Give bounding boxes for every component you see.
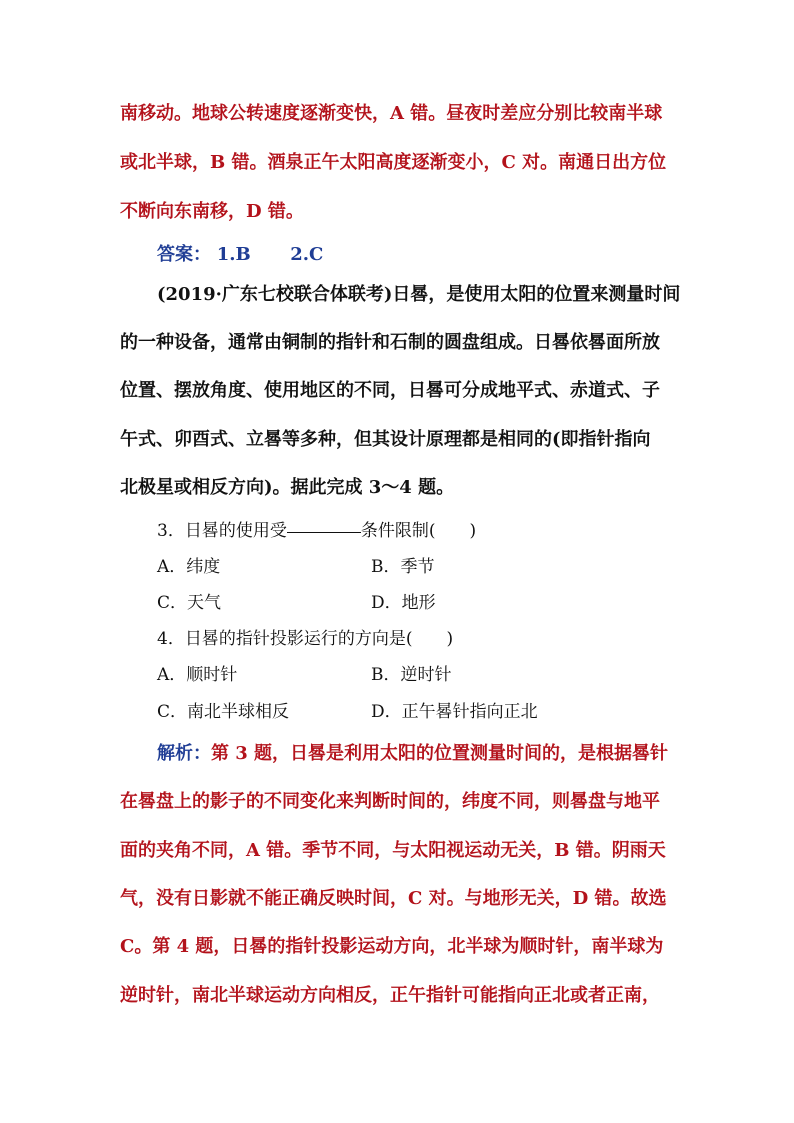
- passage-line-4: 午式、卯酉式、立晷等多种，但其设计原理都是相同的(即指针指向: [120, 429, 651, 450]
- question-3-blank: [287, 532, 361, 533]
- analysis-line-4: 气，没有日影就不能正确反映时间，C 对。与地形无关，D 错。故选: [120, 888, 667, 909]
- question-3-option-b: B．季节: [371, 557, 435, 577]
- analysis-line-2: 在晷盘上的影子的不同变化来判断时间的，纬度不同，则晷盘与地平: [120, 791, 660, 812]
- analysis-label: 解析：: [157, 743, 211, 764]
- answer-value-1: 1.B: [216, 244, 251, 265]
- top-analysis-line-2: 或北半球，B 错。酒泉正午太阳高度逐渐变小，C 对。南通日出方位: [120, 152, 667, 173]
- top-analysis-line-3: 不断向东南移，D 错。: [120, 201, 304, 222]
- question-3: [157, 519, 476, 543]
- question-3-text-before: 日晷的使用受: [184, 521, 287, 541]
- question-3-option-a: A．纬度: [157, 557, 221, 577]
- passage-line-5: 北极星或相反方向)。据此完成 3～4 题。: [120, 477, 455, 498]
- answer-value-2: 2.C: [290, 244, 324, 265]
- question-4: [157, 627, 453, 651]
- question-4-option-b: B．逆时针: [371, 665, 452, 685]
- passage-line-3: 位置、摆放角度、使用地区的不同，日晷可分成地平式、赤道式、子: [120, 380, 660, 401]
- answer-line: [157, 243, 323, 267]
- question-3-text-after: 条件限制( ): [360, 521, 477, 541]
- question-4-option-c: C．南北半球相反: [157, 702, 290, 722]
- analysis-text-1: 第 3 题，日晷是利用太阳的位置测量时间的，是根据晷针: [211, 743, 669, 764]
- question-3-option-d: D．地形: [371, 593, 436, 613]
- question-4-number: 4．: [157, 629, 185, 649]
- analysis-line-1: [157, 742, 668, 766]
- question-3-option-c: C．天气: [157, 593, 222, 613]
- question-4-text: 日晷的指针投影运行的方向是( ): [184, 629, 454, 649]
- top-analysis-line-1: 南移动。地球公转速度逐渐变快，A 错。昼夜时差应分别比较南半球: [120, 103, 663, 124]
- passage-line-2: 的一种设备，通常由铜制的指针和石制的圆盘组成。日晷依晷面所放: [120, 332, 660, 353]
- question-4-option-d: D．正午晷针指向正北: [371, 702, 538, 722]
- analysis-line-3: 面的夹角不同，A 错。季节不同，与太阳视运动无关，B 错。阴雨天: [120, 840, 666, 861]
- analysis-line-6: 逆时针，南北半球运动方向相反，正午指针可能指向正北或者正南，: [120, 985, 660, 1006]
- analysis-line-5: C。第 4 题，日晷的指针投影运动方向，北半球为顺时针，南半球为: [120, 936, 664, 957]
- passage-line-1: (2019·广东七校联合体联考)日晷，是使用太阳的位置来测量时间: [157, 284, 681, 305]
- question-3-number: 3．: [157, 521, 185, 541]
- question-4-option-a: A．顺时针: [157, 665, 238, 685]
- answer-label: 答案：: [157, 244, 211, 265]
